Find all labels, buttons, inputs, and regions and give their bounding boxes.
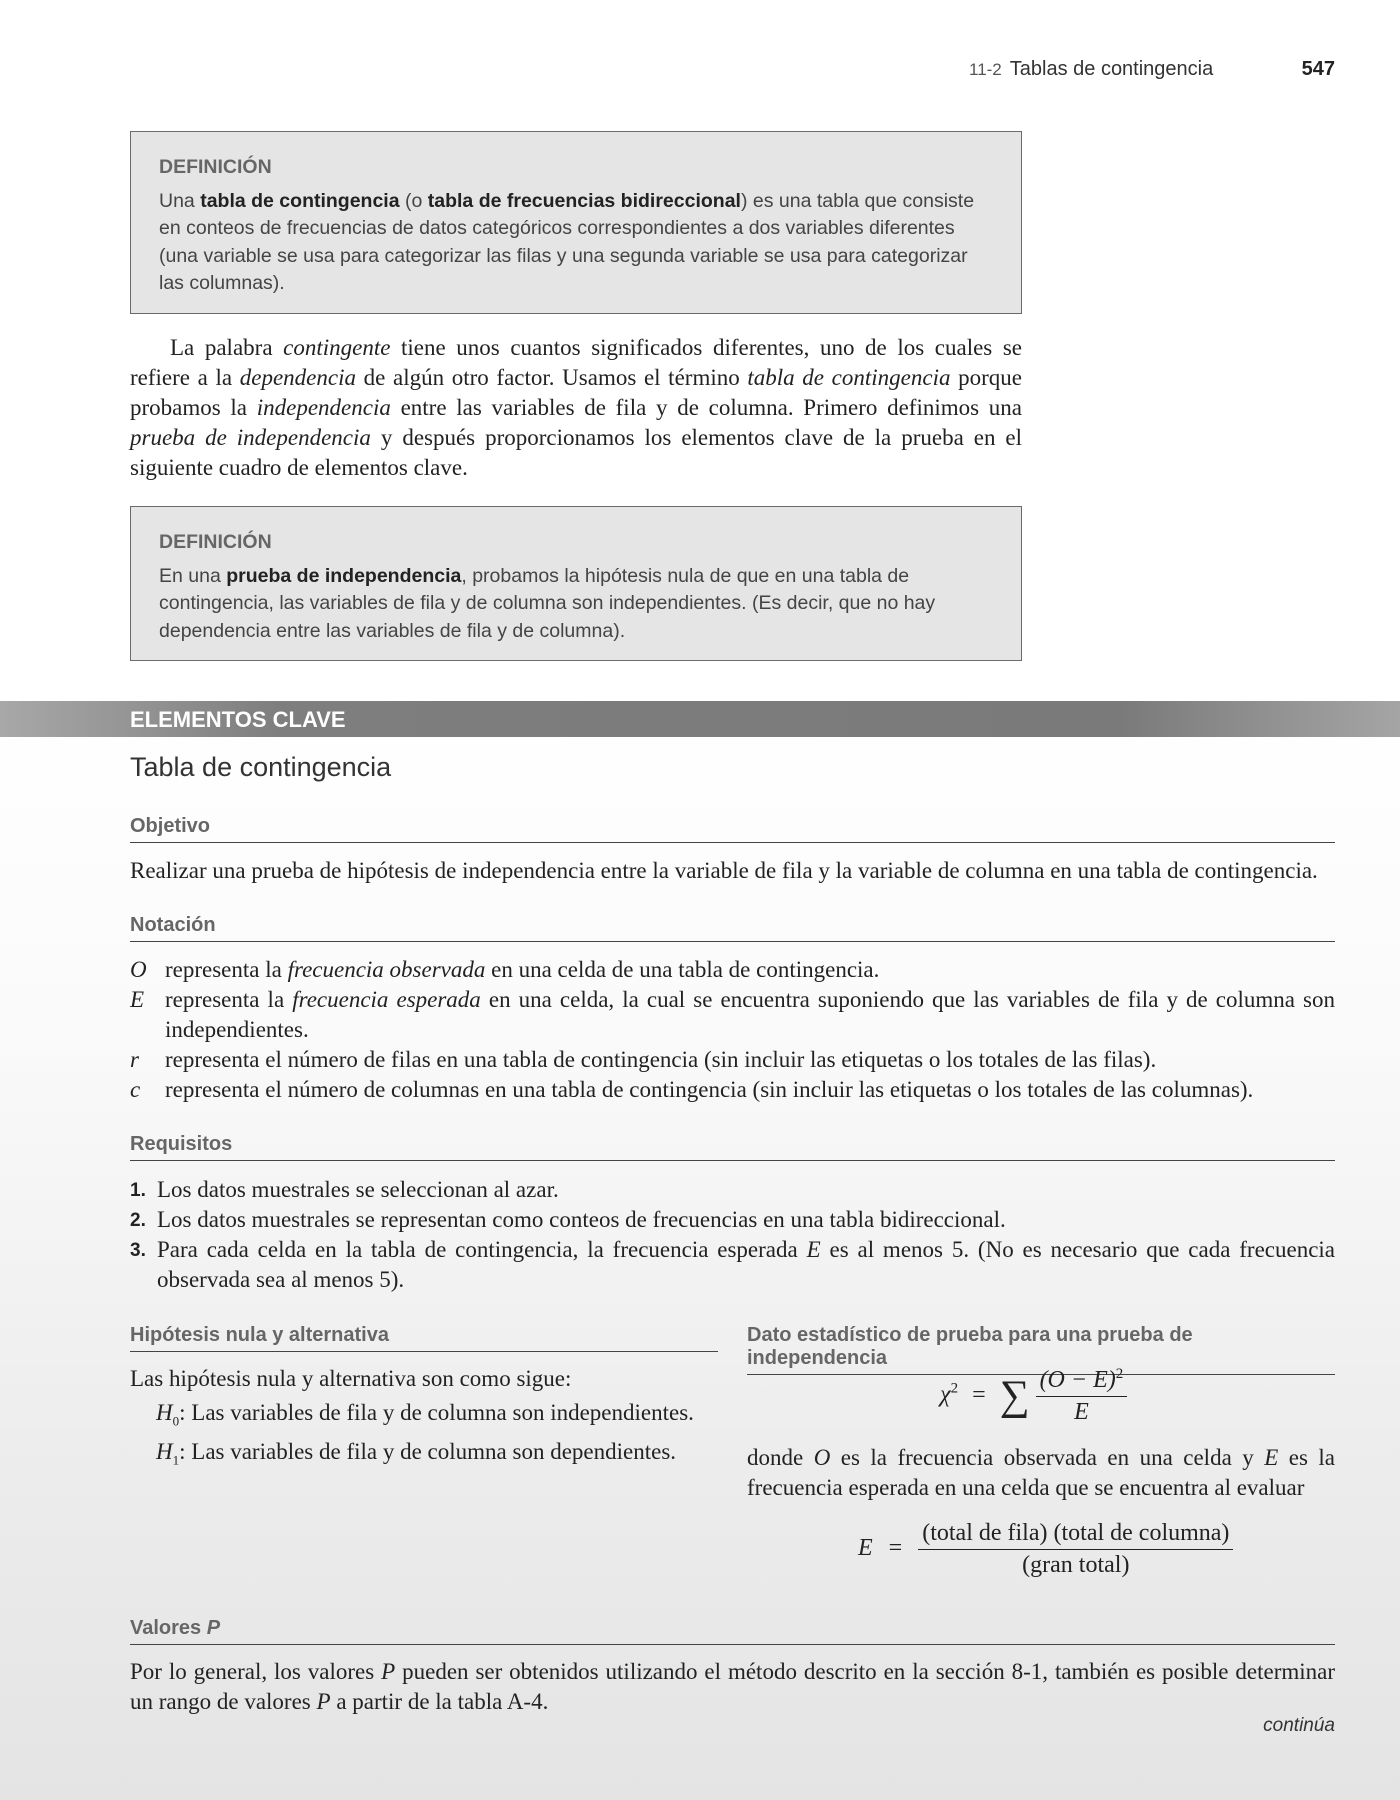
key-elements-banner-label: ELEMENTOS CLAVE	[130, 707, 346, 732]
key-elements-banner	[0, 701, 1400, 737]
notation-item: E representa la frecuencia esperada en una celda, la cual se encuentra suponiendo que las variables de fila y de columna son independientes.	[130, 987, 1336, 1042]
requirement-item: 2. Los datos muestrales se representan como conteos de frecuencias en una tabla bidireccional.	[130, 1207, 1006, 1232]
page-number: 547	[1301, 58, 1335, 80]
body-paragraph: La palabra contingente tiene unos cuantos significados diferentes, uno de los cuales se refiere a la dependencia de algún otro factor. Usamos el término tabla de contingencia porque probamos la independencia entre las variables de fila y de columna. Primero definimos una prueba de independencia y después proporcionamos los elementos clave de la prueba en el siguiente cuadro de elementos clave.	[130, 335, 1023, 480]
hypotheses-intro: Las hipótesis nula y alternativa son como sigue:	[130, 1366, 572, 1391]
requirements-heading: Requisitos	[130, 1133, 1335, 1161]
continued-label: continúa	[1263, 1715, 1335, 1736]
test-statistic-heading: Dato estadístico de prueba para una prueba de independencia	[747, 1324, 1335, 1375]
p-values-heading: Valores P	[130, 1617, 1335, 1645]
requirement-item: 1. Los datos muestrales se seleccionan al azar.	[130, 1177, 559, 1202]
null-hypothesis: $H_0$: Las variables de fila y de columna son independientes.	[156, 1400, 694, 1429]
running-header	[969, 58, 1335, 81]
definition-title: DEFINICIÓN	[159, 156, 272, 178]
test-statistic-description: donde O es la frecuencia observada en una celda y E es la frecuencia esperada en una celda que se encuentra al evaluar	[747, 1445, 1335, 1500]
definition-text: En una prueba de independencia, probamos la hipótesis nula de que en una tabla de contingencia, las variables de fila y de columna son independientes. (Es decir, que no hay dependencia entre las variables de fila y de columna).	[159, 564, 936, 642]
notation-item: c representa el número de columnas en una tabla de contingencia (sin incluir las etiquetas o los totales de las columnas).	[130, 1077, 1254, 1102]
objective-heading: Objetivo	[130, 815, 1335, 843]
alternative-hypothesis: $H_1$: Las variables de fila y de columna son dependientes.	[156, 1438, 677, 1468]
objective-text: Realizar una prueba de hipótesis de independencia entre la variable de fila y la variable de columna en una tabla de contingencia.	[130, 858, 1318, 883]
notation-item: O representa la frecuencia observada en una celda de una tabla de contingencia.	[130, 957, 880, 982]
definition-text: Una tabla de contingencia (o tabla de frecuencias bidireccional) es una tabla que consiste en conteos de frecuencias de datos categóricos correspondientes a dos variables diferentes (una variable se usa para categorizar las filas y una segunda variable se usa para categorizar las columnas).	[159, 189, 975, 294]
definition-box-contingency-table	[130, 131, 1022, 314]
p-values-text: Por lo general, los valores P pueden ser obtenidos utilizando el método descrito en la sección 8-1, también es posible determinar un rango de valores P a partir de la tabla A-4.	[130, 1659, 1335, 1714]
requirement-item: 3. Para cada celda en la tabla de contingencia, la frecuencia esperada E es al menos 5. (No es necesario que cada frecuencia observada sea al menos 5).	[130, 1237, 1335, 1292]
notation-list	[130, 955, 1335, 1105]
requirements-list	[130, 1175, 1335, 1295]
key-elements-title: Tabla de contingencia	[130, 752, 392, 782]
expected-frequency-formula: E = $\frac{\text{(total de fila) (total de columna)}}{\text{(gran total)}}$	[858, 1520, 1233, 1579]
chi-square-formula: $\chi^2$ = ∑ $\frac{(O - E)^2}{E}$	[940, 1366, 1127, 1426]
hypotheses-block	[130, 1364, 730, 1475]
notation-item: r representa el número de filas en una tabla de contingencia (sin incluir las etiquetas o los totales de las filas).	[130, 1047, 1157, 1072]
hypotheses-heading: Hipótesis nula y alternativa	[130, 1324, 718, 1352]
section-title: Tablas de contingencia	[1009, 58, 1214, 80]
notation-heading: Notación	[130, 914, 1335, 942]
section-number: 11-2	[969, 60, 1002, 79]
definition-box-independence-test	[130, 506, 1022, 661]
definition-title: DEFINICIÓN	[159, 531, 272, 553]
